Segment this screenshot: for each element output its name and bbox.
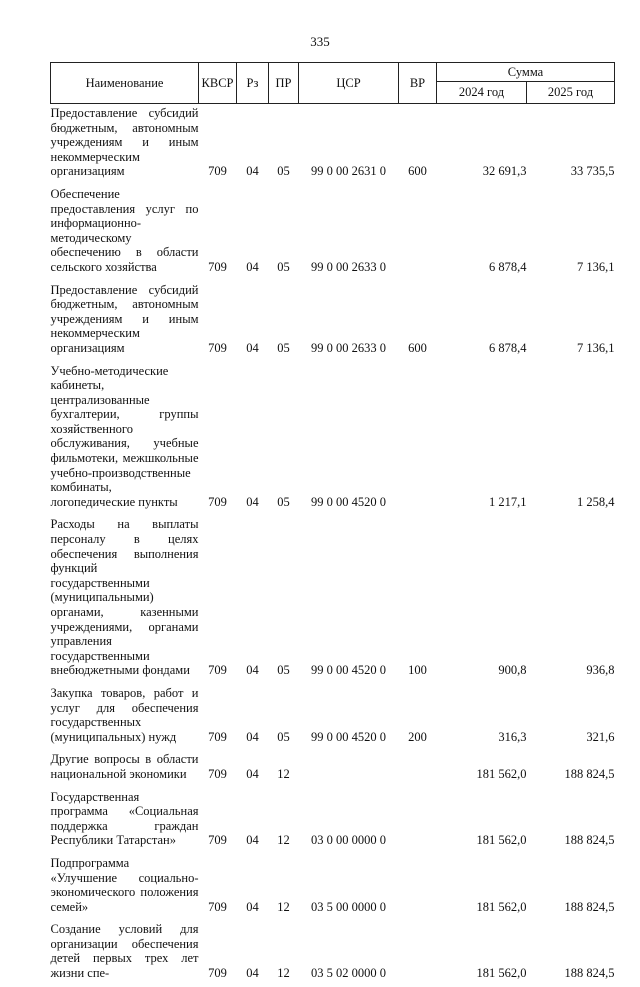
row-pr: 12 [277,833,290,848]
row-kvsr: 709 [208,766,227,781]
row-sum-2025: 7 136,1 [577,259,615,274]
budget-table [50,62,615,987]
header-rz: Рз [237,63,269,104]
header-year-2024: 2024 год [437,82,527,104]
row-sum-2024: 6 878,4 [489,259,527,274]
row-rz: 04 [246,766,259,781]
row-vr [399,750,437,787]
row-name: Расходы на выплаты персоналу в целях обеспечения выполнения функций государственными (муниципальными) органами, казенными учреждениями, органами управления государственными внебюджетными фондами [50,517,199,678]
row-name: Учебно-методические кабинеты, централизованные бухгалтерии, группы хозяйственного обслуживания, учебные фильмотеки, межшкольные учебно-производственные комбинаты, логопедические пункты [50,363,199,509]
row-name: Предоставление субсидий бюджетным, автономным учреждениям и иным некоммерческим организациям [50,282,199,355]
row-name: Государственная программа «Социальная поддержка граждан Республики Татарстан» [50,789,199,848]
row-csr: 03 0 00 0000 0 [311,833,386,848]
row-name: Обеспечение предоставления услуг по информационно-методическому обеспечению в области сельского хозяйства [50,186,199,274]
table-body [51,104,615,987]
row-kvsr: 709 [208,259,227,274]
row-sum-2025: 321,6 [586,729,615,744]
row-kvsr: 709 [208,663,227,678]
row-vr: 200 [408,729,427,744]
row-csr: 99 0 00 4520 0 [311,494,386,509]
row-rz: 04 [246,340,259,355]
row-sum-2025: 1 258,4 [577,494,615,509]
row-csr: 03 5 02 0000 0 [311,966,386,981]
table-row [51,684,615,750]
row-pr: 05 [277,663,290,678]
row-name: Другие вопросы в области национальной экономики [50,752,199,781]
row-vr [399,185,437,281]
row-sum-2024: 6 878,4 [489,340,527,355]
row-csr: 99 0 00 2633 0 [311,340,386,355]
row-kvsr: 709 [208,494,227,509]
row-kvsr: 709 [208,899,227,914]
row-sum-2025: 188 824,5 [564,833,615,848]
row-rz: 04 [246,966,259,981]
row-csr: 99 0 00 2633 0 [311,259,386,274]
row-vr: 600 [408,164,427,179]
row-name: Закупка товаров, работ и услуг для обеспечения государственных (муниципальных) нужд [50,685,199,744]
row-csr: 99 0 00 4520 0 [311,663,386,678]
row-kvsr: 709 [208,340,227,355]
row-sum-2025: 7 136,1 [577,340,615,355]
row-pr: 05 [277,494,290,509]
row-vr [399,920,437,986]
row-kvsr: 709 [208,164,227,179]
header-csr: ЦСР [299,63,399,104]
page-number: 335 [310,34,330,49]
row-rz: 04 [246,729,259,744]
table-row [51,750,615,787]
row-vr [399,854,437,920]
row-rz: 04 [246,494,259,509]
row-rz: 04 [246,833,259,848]
row-sum-2025: 188 824,5 [564,899,615,914]
row-pr: 12 [277,766,290,781]
row-kvsr: 709 [208,966,227,981]
row-sum-2024: 181 562,0 [476,833,527,848]
row-sum-2024: 1 217,1 [489,494,527,509]
row-pr: 12 [277,899,290,914]
header-kvsr: КВСР [199,63,237,104]
row-csr: 99 0 00 4520 0 [311,729,386,744]
row-sum-2024: 181 562,0 [476,899,527,914]
row-csr: 99 0 00 2631 0 [311,164,386,179]
row-sum-2025: 33 735,5 [570,164,615,179]
row-csr [299,750,399,787]
table-row [51,362,615,516]
header-pr: ПР [269,63,299,104]
table-row [51,104,615,185]
header-year-2025: 2025 год [527,82,615,104]
row-sum-2025: 188 824,5 [564,966,615,981]
table-row [51,515,615,684]
row-rz: 04 [246,164,259,179]
row-sum-2025: 188 824,5 [564,766,615,781]
table-row [51,788,615,854]
row-vr [399,362,437,516]
row-pr: 05 [277,340,290,355]
table-row [51,854,615,920]
header-vr: ВР [399,63,437,104]
row-sum-2024: 900,8 [498,663,527,678]
row-sum-2024: 181 562,0 [476,766,527,781]
row-kvsr: 709 [208,729,227,744]
row-sum-2025: 936,8 [586,663,615,678]
header-name: Наименование [51,63,199,104]
row-pr: 05 [277,164,290,179]
row-pr: 05 [277,259,290,274]
row-sum-2024: 181 562,0 [476,966,527,981]
row-rz: 04 [246,899,259,914]
row-sum-2024: 316,3 [498,729,527,744]
row-name: Создание условий для организации обеспечения детей первых трех лет жизни спе- [50,922,199,981]
row-vr [399,788,437,854]
row-pr: 05 [277,729,290,744]
row-csr: 03 5 00 0000 0 [311,899,386,914]
row-name: Предоставление субсидий бюджетным, автономным учреждениям и иным некоммерческим организациям [50,106,199,179]
table-row [51,281,615,362]
header-sum: Сумма [437,63,615,82]
row-pr: 12 [277,966,290,981]
table-header [51,63,615,104]
row-rz: 04 [246,259,259,274]
row-sum-2024: 32 691,3 [482,164,527,179]
row-kvsr: 709 [208,833,227,848]
row-vr: 600 [408,340,427,355]
row-vr: 100 [408,663,427,678]
row-rz: 04 [246,663,259,678]
row-name: Подпрограмма «Улучшение социально-экономического положения семей» [50,855,199,914]
table-row [51,920,615,986]
table-row [51,185,615,281]
